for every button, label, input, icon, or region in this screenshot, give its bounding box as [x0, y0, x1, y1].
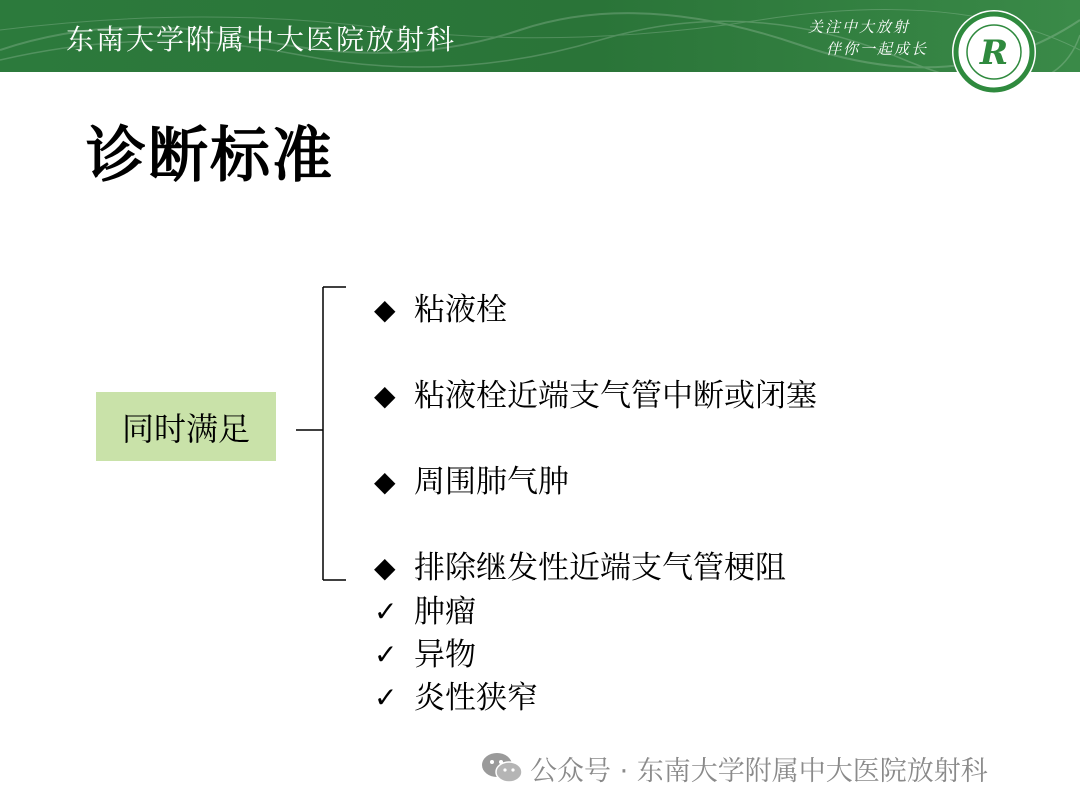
wechat-icon [480, 750, 524, 786]
checkmark-icon: ✓ [374, 638, 398, 671]
criterion-text: 周围肺气肿 [414, 464, 569, 500]
criterion-text: 粘液栓 [414, 292, 507, 328]
header-title: 东南大学附属中大医院放射科 [66, 23, 457, 56]
exclusion-text: 异物 [414, 637, 476, 673]
diamond-bullet-icon: ◆ [374, 293, 396, 326]
department-logo-icon [950, 8, 1038, 96]
slogan-line-2: 伴你一起成长 [826, 40, 929, 58]
exclusion-item [374, 592, 476, 632]
watermark [480, 748, 988, 788]
watermark-text: 公众号 · 东南大学附属中大医院放射科 [530, 755, 988, 787]
exclusion-text: 炎性狭窄 [414, 680, 538, 716]
header-bar [0, 0, 1080, 72]
exclusion-text: 肿瘤 [414, 594, 476, 630]
diamond-bullet-icon: ◆ [374, 379, 396, 412]
exclusion-item [374, 635, 476, 675]
criterion-text: 排除继发性近端支气管梗阻 [414, 550, 786, 586]
condition-box [96, 392, 276, 461]
condition-label: 同时满足 [121, 409, 250, 448]
criterion-item [374, 376, 817, 416]
criterion-item [374, 548, 786, 588]
exclusion-item [374, 678, 538, 718]
checkmark-icon: ✓ [374, 595, 398, 628]
diamond-bullet-icon: ◆ [374, 551, 396, 584]
criterion-item [374, 462, 569, 502]
logo-letter: R [979, 33, 1009, 73]
slogan-line-1: 关注中大放射 [808, 18, 911, 36]
diamond-bullet-icon: ◆ [374, 465, 396, 498]
header-slogan [808, 16, 928, 60]
checkmark-icon: ✓ [374, 681, 398, 714]
criterion-item [374, 290, 507, 330]
page-title: 诊断标准 [86, 121, 334, 191]
criterion-text: 粘液栓近端支气管中断或闭塞 [414, 378, 817, 414]
